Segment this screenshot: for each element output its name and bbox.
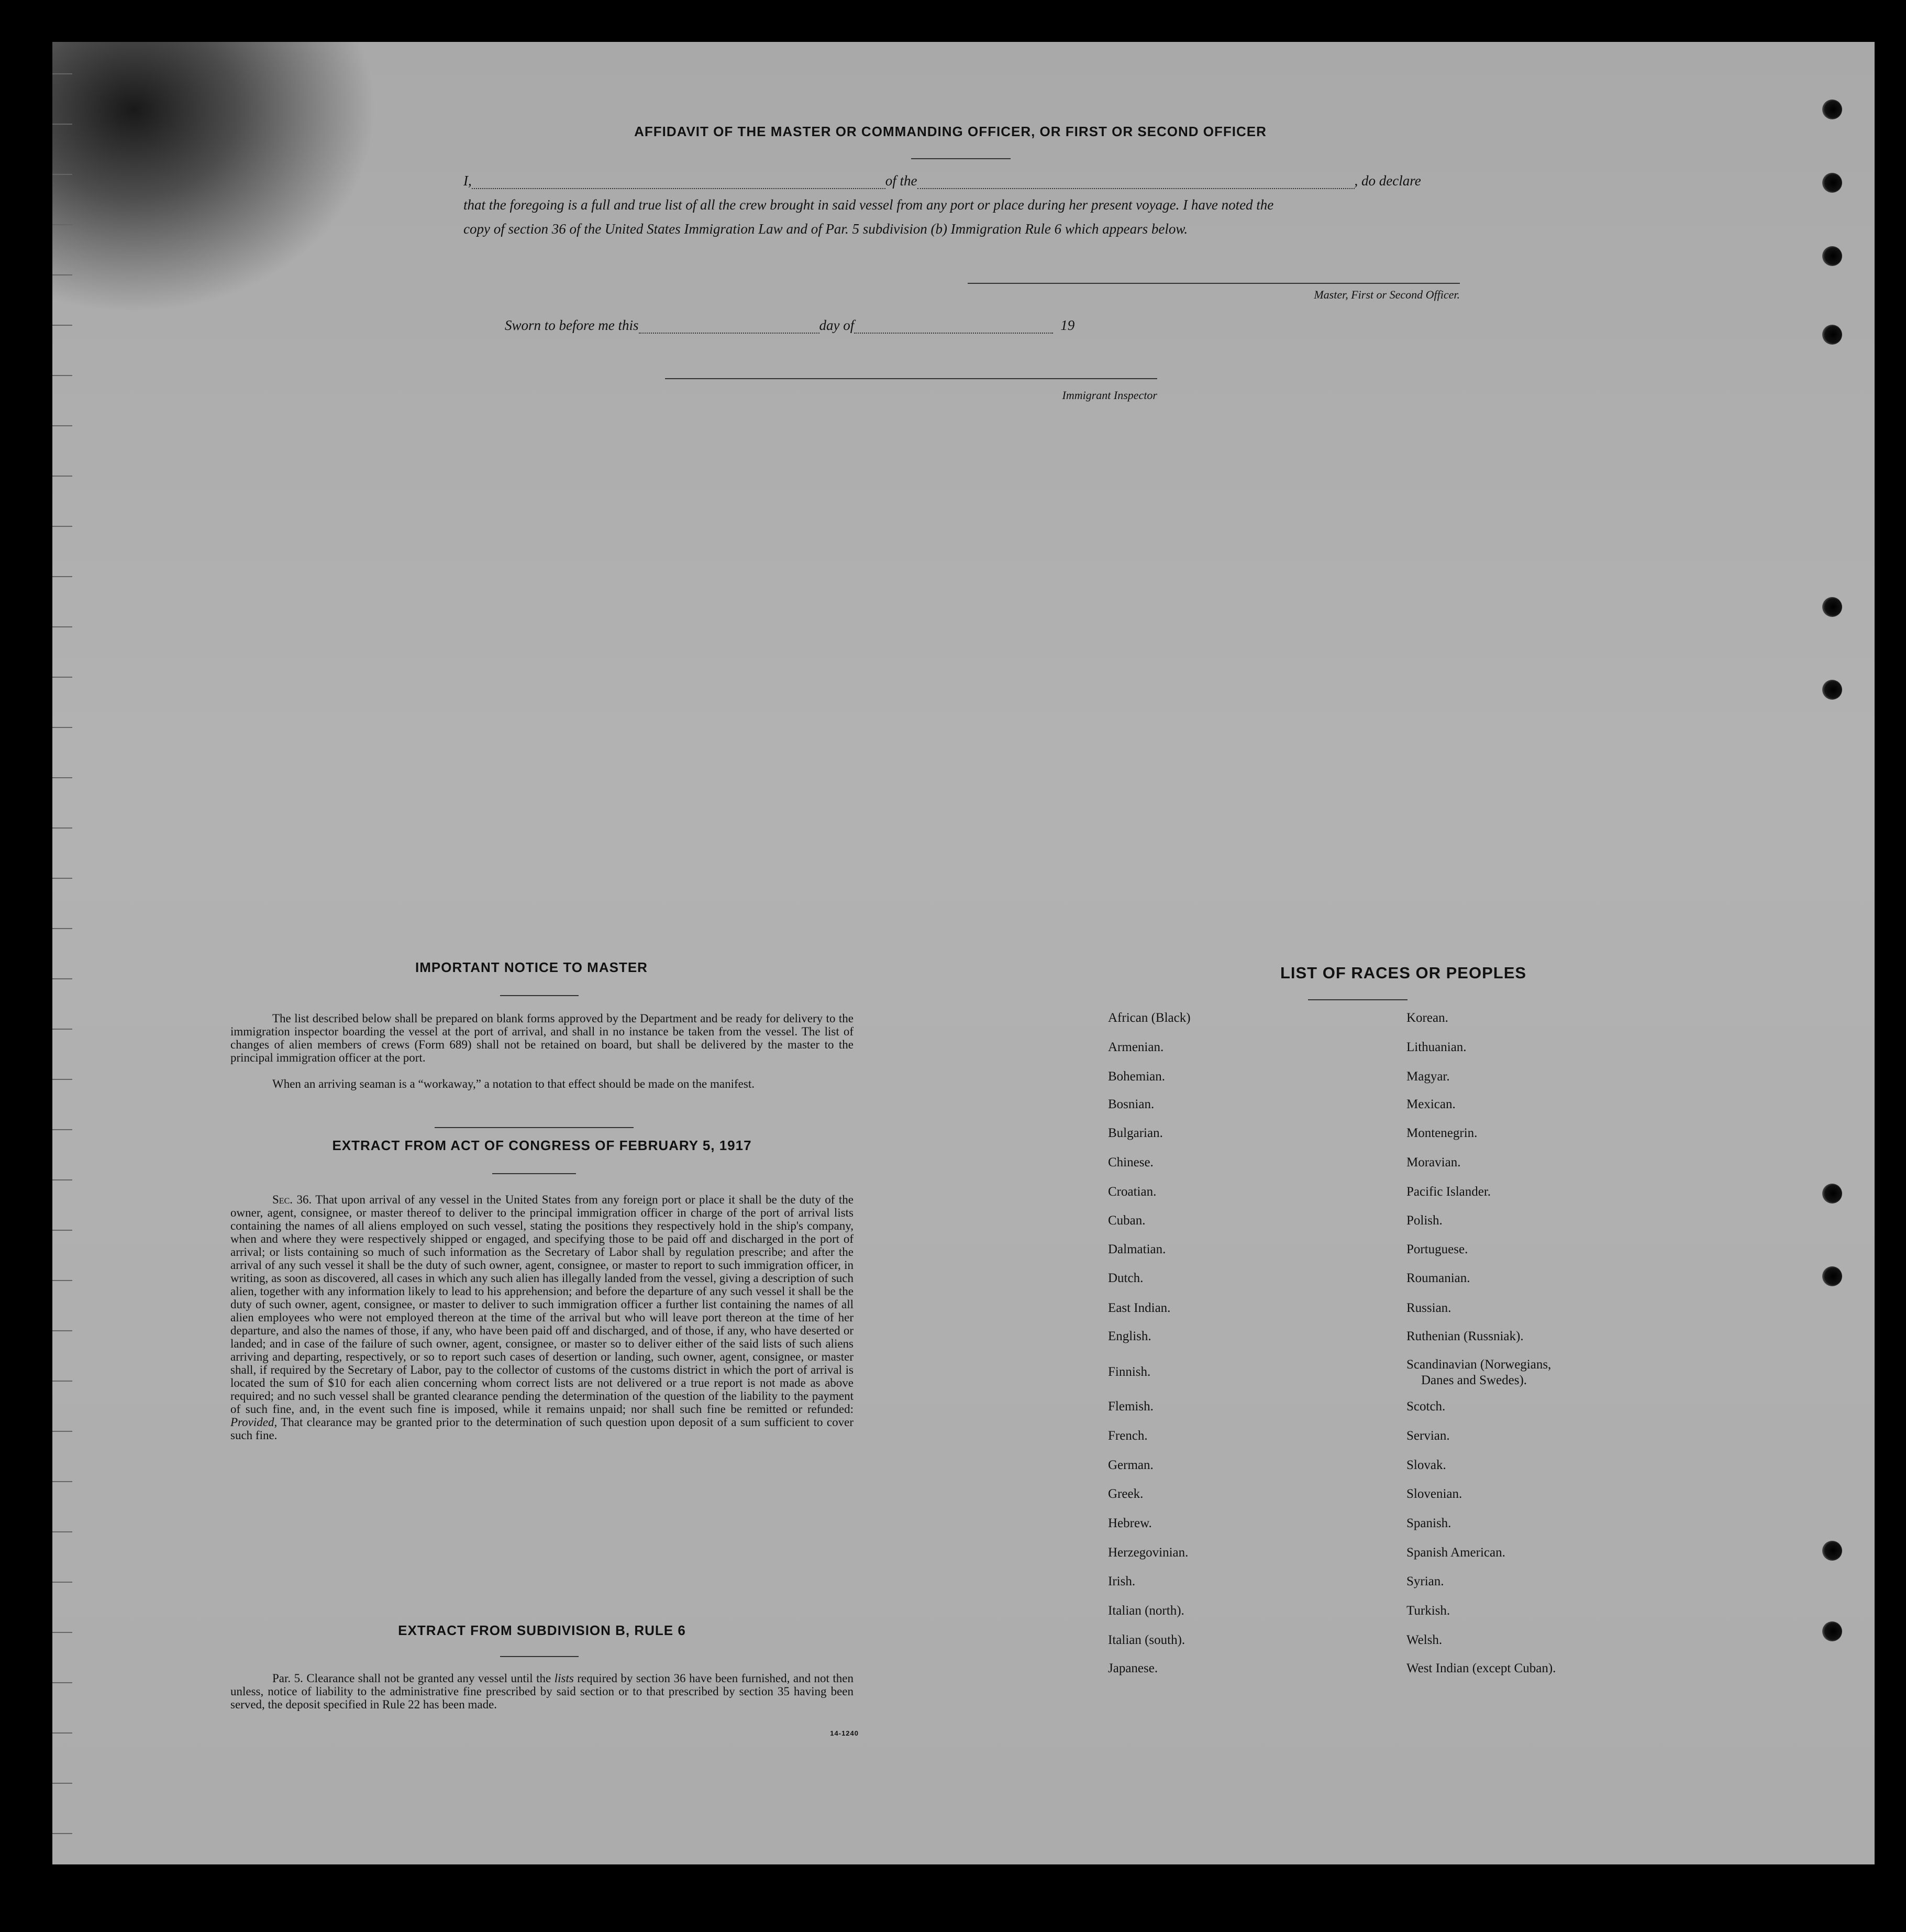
race-item: West Indian (except Cuban). (1406, 1661, 1556, 1675)
race-item: Armenian. (1108, 1040, 1164, 1054)
ruling-tick (52, 626, 72, 627)
ruling-tick (52, 1129, 72, 1130)
race-item: Bohemian. (1108, 1069, 1166, 1084)
sworn-day-blank[interactable] (639, 333, 819, 334)
title-underline (911, 158, 1011, 159)
races-title-underline (1308, 999, 1408, 1000)
race-item: Portuguese. (1406, 1242, 1468, 1256)
race-item: Danes and Swedes). (1421, 1373, 1527, 1387)
extract-act-underline (492, 1173, 576, 1174)
race-item: Scandinavian (Norwegians, (1406, 1357, 1552, 1372)
race-item: Flemish. (1108, 1399, 1154, 1414)
ruling-tick (52, 224, 72, 225)
race-item: Slovak. (1406, 1458, 1446, 1472)
sworn-month-blank[interactable] (854, 333, 1053, 334)
rule-6-lists: lists (554, 1672, 574, 1685)
race-item: Magyar. (1406, 1069, 1450, 1084)
rule-6-text (230, 1672, 854, 1711)
affidavit-declaration-line (463, 173, 1521, 189)
ruling-tick (52, 274, 72, 275)
race-item: Polish. (1406, 1213, 1443, 1228)
affidavit-i-label: I, (463, 173, 472, 189)
ruling-tick (52, 1682, 72, 1683)
race-item: Cuban. (1108, 1213, 1146, 1228)
signature-line[interactable] (968, 283, 1460, 284)
notice-paragraph-2: When an arriving seaman is a “workaway,” a notation to that effect should be made on the manifest. (272, 1077, 755, 1090)
race-item: African (Black) (1108, 1011, 1191, 1025)
section-36-body: That upon arrival of any vessel in the United States from any foreign port or place it shall be the duty of the owner, agent, consignee, or master thereof to deliver to the principal immigration officer in charge of the port of arrival lists containing the names of all aliens employed on such vessel, stating the positions they respectively hold in the ship's company, when and where they were respectively shipped or engaged, and specifying those to be paid off and discharged in the port of arrival; or lists containing so much of such information as the Secretary of Labor shall by regulation prescribe; and after the arrival of any such vessel it shall be the duty of such owner, agent, consignee, or master to report to such immigration officer, in writing, as soon as discovered, all cases in which any such alien has illegally landed from the vessel, giving a description of such alien, together with any information likely to lead to his apprehension; and before the departure of any such vessel it shall be the duty of such owner, agent, consignee, or master to deliver to such immigration officer a further list containing the names of all alien employees who were not employed thereon at the time of the arrival but who will leave port thereon at the time of her departure, and also the names of those, if any, who have been paid off and discharged, and of those, if any, who have deserted or landed; and in case of the failure of such owner, agent, consignee, or master so to deliver either of the said lists of such aliens arriving and departing, respectively, or so to report such cases of desertion or landing, such owner, agent, consignee, or master shall, if required by the Secretary of Labor, pay to the collector of customs of the customs district in which the port of arrival is located the sum of $10 for each alien concerning whom correct lists are not delivered or a true report is not made as above required; and no such vessel shall be granted clearance pending the determination of the question of the liability to the payment of such fine, and, in the event such fine is imposed, while it remains unpaid; nor shall such fine be remitted or refunded: (230, 1193, 854, 1416)
race-item: Greek. (1108, 1487, 1144, 1501)
race-item: Montenegrin. (1406, 1126, 1478, 1140)
ruling-tick (52, 1280, 72, 1281)
signature-caption: Master, First or Second Officer. (1314, 288, 1460, 301)
race-item: Hebrew. (1108, 1516, 1152, 1530)
ruling-tick (52, 1783, 72, 1784)
binder-hole (1822, 1266, 1842, 1286)
race-item: German. (1108, 1458, 1154, 1472)
race-item: Syrian. (1406, 1574, 1444, 1588)
ruling-tick (52, 1230, 72, 1231)
ruling-tick (52, 476, 72, 477)
ruling-tick (52, 1330, 72, 1331)
binder-hole (1822, 100, 1842, 119)
rule-6-body-a: Par. 5. Clearance shall not be granted any vessel until the (272, 1672, 551, 1685)
binder-hole (1822, 597, 1842, 617)
race-item: English. (1108, 1329, 1151, 1343)
ruling-tick (52, 1582, 72, 1583)
ruling-tick (52, 878, 72, 879)
race-item: Italian (south). (1108, 1633, 1185, 1647)
binder-hole (1822, 325, 1842, 345)
ruling-tick (52, 1833, 72, 1834)
rule-6-body-b: required by section 36 have been furnished, and not then unless, notice of liability to the administrative fine prescribed by said section or to that prescribed by section 35 having been served, the deposit specified in Rule 22 has been made. (230, 1672, 854, 1711)
ruling-tick (52, 727, 72, 728)
ruling-tick (52, 1381, 72, 1382)
binder-hole (1822, 246, 1842, 266)
race-item: Italian (north). (1108, 1604, 1184, 1618)
inspector-caption: Immigrant Inspector (1062, 389, 1157, 402)
binder-hole (1822, 1184, 1842, 1204)
affidavit-title: AFFIDAVIT OF THE MASTER OR COMMANDING OFFICER, OR FIRST OR SECOND OFFICER (634, 124, 1267, 139)
sworn-prefix: Sworn to before me this (505, 317, 639, 333)
officer-name-blank[interactable] (472, 188, 885, 189)
ruling-tick (52, 777, 72, 778)
affidavit-of-the-label: of the (885, 173, 917, 189)
race-item: Dutch. (1108, 1271, 1144, 1285)
affidavit-declare-label: , do declare (1354, 173, 1421, 189)
affidavit-text-line-3: copy of section 36 of the United States Immigration Law and of Par. 5 subdivision (b) Immigration Rule 6 which appears below. (463, 221, 1188, 237)
form-number: 14-1240 (830, 1729, 859, 1737)
ruling-tick (52, 1481, 72, 1482)
race-item: Ruthenian (Russniak). (1406, 1329, 1524, 1343)
sworn-year-label: 19 (1060, 317, 1075, 333)
notice-paragraph-1: The list described below shall be prepared on blank forms approved by the Department and be ready for delivery to the immigration inspector boarding the vessel at the port of arrival, and shall in no instance be taken from the vessel. The list of changes of alien members of crews (Form 689) shall not be retained on board, but shall be delivered by the master to the principal immigration officer at the port. (230, 1012, 854, 1064)
binder-hole (1822, 1541, 1842, 1561)
ruling-tick (52, 73, 72, 74)
binder-hole (1822, 173, 1842, 193)
notice-divider (435, 1127, 634, 1128)
race-item: Dalmatian. (1108, 1242, 1166, 1256)
race-item: East Indian. (1108, 1301, 1171, 1315)
race-item: Croatian. (1108, 1185, 1157, 1199)
race-item: Moravian. (1406, 1155, 1461, 1169)
race-item: Slovenian. (1406, 1487, 1462, 1501)
race-item: Roumanian. (1406, 1271, 1470, 1285)
ruling-tick (52, 526, 72, 527)
notice-title: IMPORTANT NOTICE TO MASTER (415, 959, 648, 975)
section-36-body-end: That clearance may be granted prior to the determination of such question upon deposit of a sum sufficient to cover such fine. (230, 1416, 854, 1442)
ruling-tick (52, 1531, 72, 1532)
race-item: Herzegovinian. (1108, 1545, 1189, 1560)
race-item: Servian. (1406, 1429, 1450, 1443)
ruling-tick (52, 827, 72, 829)
race-item: Turkish. (1406, 1604, 1450, 1618)
affidavit-text-line-2: that the foregoing is a full and true list of all the crew brought in said vessel from any port or place during her present voyage. I have noted the (463, 197, 1274, 213)
ruling-tick (52, 1079, 72, 1080)
ruling-tick (52, 576, 72, 577)
binder-hole (1822, 1621, 1842, 1641)
race-item: Korean. (1406, 1011, 1448, 1025)
section-36-provided: Provided, (230, 1416, 278, 1429)
ruling-tick (52, 325, 72, 326)
ruling-tick (52, 1632, 72, 1633)
vessel-name-blank[interactable] (917, 188, 1355, 189)
inspector-signature-line[interactable] (665, 378, 1157, 379)
race-item: Spanish American. (1406, 1545, 1505, 1560)
ruling-tick (52, 1732, 72, 1734)
extract-rule-title: EXTRACT FROM SUBDIVISION B, RULE 6 (398, 1622, 686, 1638)
race-item: Mexican. (1406, 1097, 1456, 1111)
race-item: Bulgarian. (1108, 1126, 1163, 1140)
ruling-tick (52, 124, 72, 125)
ruling-tick (52, 174, 72, 175)
race-item: Bosnian. (1108, 1097, 1155, 1111)
ruling-tick (52, 375, 72, 376)
race-item: French. (1108, 1429, 1148, 1443)
ruling-tick (52, 425, 72, 426)
section-36-label: Sec. 36. (272, 1193, 312, 1206)
race-item: Scotch. (1406, 1399, 1446, 1414)
notice-title-underline (500, 995, 579, 996)
race-item: Spanish. (1406, 1516, 1451, 1530)
race-item: Irish. (1108, 1574, 1136, 1588)
ruling-tick (52, 928, 72, 929)
race-item: Lithuanian. (1406, 1040, 1467, 1054)
race-item: Japanese. (1108, 1661, 1158, 1675)
sworn-day-of-label: day of (819, 317, 855, 333)
sworn-line (505, 317, 1185, 334)
extract-rule-underline (500, 1656, 579, 1657)
race-item: Chinese. (1108, 1155, 1154, 1169)
section-36-text (230, 1193, 854, 1442)
ruling-tick (52, 677, 72, 678)
extract-act-title: EXTRACT FROM ACT OF CONGRESS OF FEBRUARY 5, 1917 (332, 1138, 752, 1153)
binder-hole (1822, 680, 1842, 700)
document-page (52, 42, 1875, 1864)
ruling-tick (52, 978, 72, 979)
race-item: Welsh. (1406, 1633, 1443, 1647)
races-title: LIST OF RACES OR PEOPLES (1280, 964, 1527, 982)
race-item: Russian. (1406, 1301, 1451, 1315)
ruling-tick (52, 1029, 72, 1030)
ruling-tick (52, 1179, 72, 1180)
race-item: Finnish. (1108, 1365, 1151, 1379)
ruling-tick (52, 1431, 72, 1432)
race-item: Pacific Islander. (1406, 1185, 1491, 1199)
